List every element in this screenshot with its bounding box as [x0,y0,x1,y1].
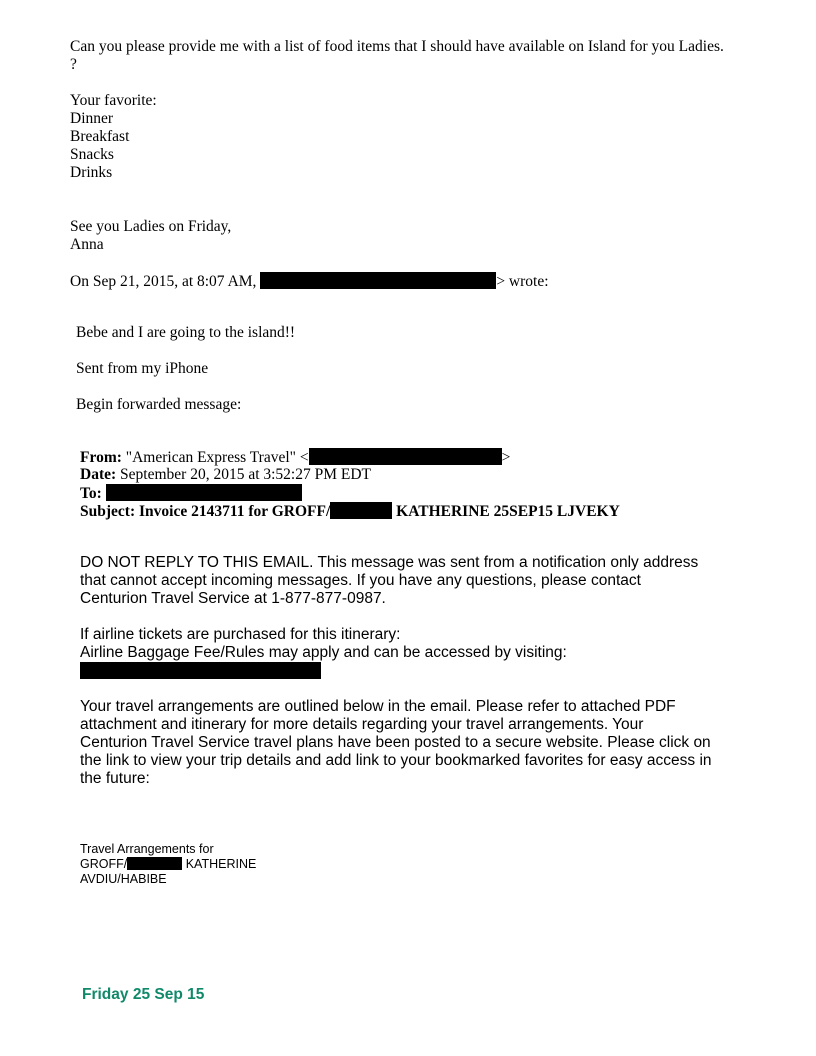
favorite-item: Drinks [70,164,113,181]
redaction-block [260,272,496,289]
signature: Anna [70,236,104,253]
body-line: that cannot accept incoming messages. If you have any questions, please contact [80,572,641,589]
quote-prefix: On Sep 21, 2015, at 8:07 AM, [70,273,257,290]
body-line: attachment and itinerary for more details regarding your travel arrangements. Your [80,716,644,733]
redaction-block [330,502,392,519]
body-line: Centurion Travel Service at 1-877-877-0987. [80,590,386,607]
body-line: Airline Baggage Fee/Rules may apply and can be accessed by visiting: [80,644,567,661]
forward-line: Begin forwarded message: [76,396,242,413]
header-date [80,466,371,484]
traveler-prefix: GROFF/ [80,857,128,871]
favorite-item: Breakfast [70,128,130,145]
forward-line: Bebe and I are going to the island!! [76,324,296,341]
redaction-block [106,484,302,501]
subject-suffix: KATHERINE 25SEP15 LJVEKY [396,503,620,520]
redacted-link [80,662,321,679]
favorite-item: Dinner [70,110,114,127]
traveler-name: AVDIU/HABIBE [80,872,167,886]
traveler-name [80,857,256,872]
to-label: To: [80,485,102,502]
date-label: Date: [80,466,117,483]
quote-attribution [70,272,549,291]
favorite-item: Snacks [70,146,114,163]
header-to [80,484,302,503]
body-line: Your travel arrangements are outlined below in the email. Please refer to attached PDF [80,698,676,715]
traveler-suffix: KATHERINE [185,857,257,871]
body-line: If airline tickets are purchased for this itinerary: [80,626,401,643]
body-line: the future: [80,770,150,787]
arrangements-heading: Travel Arrangements for [80,842,214,856]
question-mark: ? [70,56,77,73]
favorites-heading: Your favorite: [70,92,157,109]
from-label: From: [80,449,122,466]
redaction-block [127,857,182,870]
from-value: "American Express Travel" < [125,449,309,466]
header-from [80,448,510,467]
itinerary-date-heading: Friday 25 Sep 15 [82,986,205,1003]
from-suffix: > [501,449,511,466]
closing-line: See you Ladies on Friday, [70,218,232,235]
quote-suffix: > wrote: [496,273,549,290]
body-line: Centurion Travel Service travel plans have been posted to a secure website. Please click on [80,734,711,751]
subject-prefix: Subject: Invoice 2143711 for GROFF/ [80,503,331,520]
redaction-block [309,448,502,465]
question-line: Can you please provide me with a list of food items that I should have available on Island for you Ladies. [70,38,724,55]
body-line: DO NOT REPLY TO THIS EMAIL. This message was sent from a notification only address [80,554,699,571]
forward-line: Sent from my iPhone [76,360,209,377]
body-line: the link to view your trip details and add link to your bookmarked favorites for easy access in [80,752,712,769]
header-subject [80,502,620,521]
date-value: September 20, 2015 at 3:52:27 PM EDT [120,466,372,483]
